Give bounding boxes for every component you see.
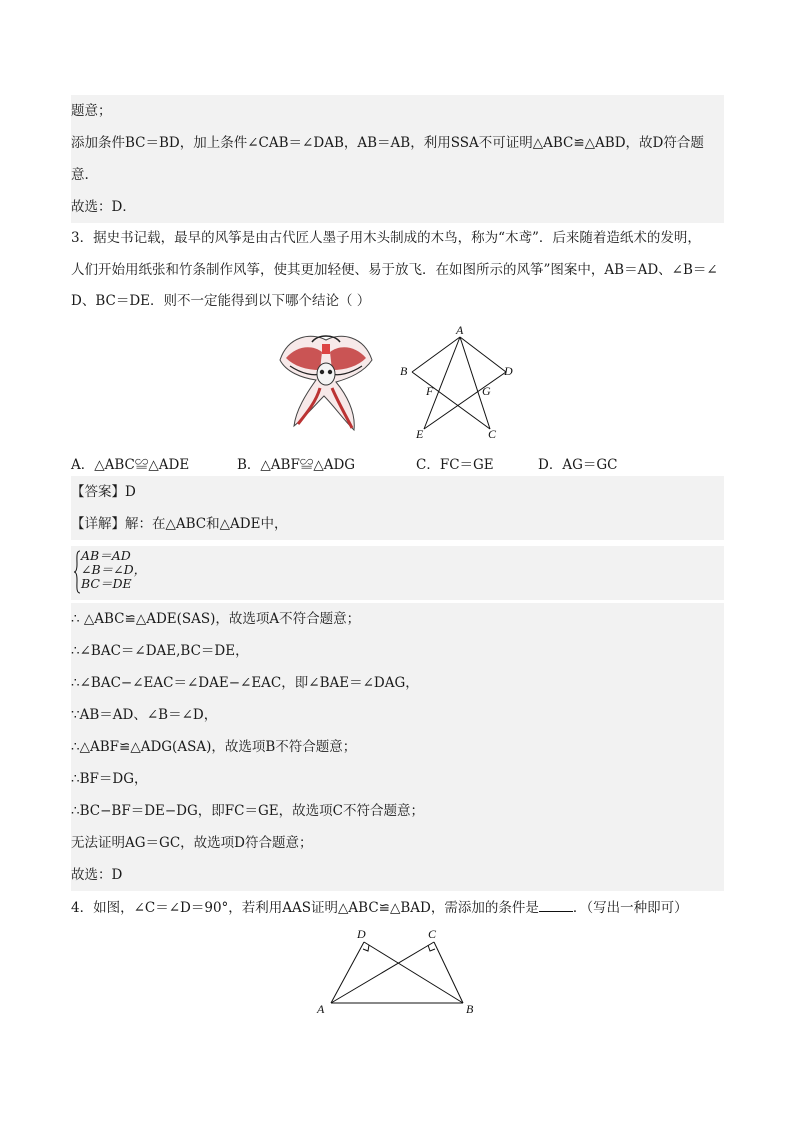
- q3-option-b: B．△ABF≌△ADG: [237, 457, 356, 473]
- q3-label-d: D: [504, 364, 513, 378]
- q2-tail-line-1: 题意；: [71, 95, 724, 127]
- q3-step-6: ∴BF＝DG，: [71, 763, 724, 795]
- q3-step-5: ∴△ABF≌△ADG(ASA)，故选项B不符合题意；: [71, 731, 724, 763]
- q3-option-c: C．FC＝GE: [416, 457, 494, 473]
- system-row-3: BC＝DE: [81, 576, 132, 591]
- q4-label-a: A: [317, 1002, 325, 1016]
- q3-step-7: ∴BC−BF＝DE−DG，即FC＝GE，故选项C不符合题意；: [71, 795, 724, 827]
- q3-step-3: ∴∠BAC−∠EAC＝∠DAE−∠EAC，即∠BAE＝∠DAG，: [71, 667, 724, 699]
- document-page: [71, 0, 724, 1123]
- q4-answer-blank[interactable]: [539, 899, 573, 912]
- kite-drawing: [280, 336, 372, 430]
- q3-option-d: D．AG＝GC: [538, 457, 618, 473]
- system-row-1: AB＝AD: [81, 548, 131, 563]
- q3-step-2: ∴∠BAC＝∠DAE,BC＝DE，: [71, 635, 724, 667]
- q4-figure: [311, 925, 486, 1020]
- q3-equation-system: [71, 546, 724, 600]
- q4-stem: [71, 899, 724, 917]
- q3-option-a: A．△ABC≌△ADE: [71, 457, 190, 473]
- q4-stem-before: 4．如图，∠C＝∠D＝90°，若利用AAS证明△ABC≌△BAD，需添加的条件是: [71, 900, 539, 916]
- q3-label-f: F: [426, 384, 434, 398]
- q4-stem-after: ．（写出一种即可）: [572, 900, 688, 916]
- q2-tail-line-4: 故选：D．: [71, 191, 724, 223]
- q3-step-1: ∴ △ABC≌△ADE(SAS)，故选项A不符合题意；: [71, 603, 724, 635]
- q3-label-c: C: [488, 427, 497, 441]
- q3-step-8: 无法证明AG＝GC，故选项D符合题意；: [71, 827, 724, 859]
- q3-detail-intro: 【详解】解：在△ABC和△ADE中，: [71, 508, 724, 540]
- q4-label-c: C: [428, 927, 437, 941]
- q3-answer: 【答案】D: [71, 476, 724, 508]
- q3-label-a: A: [456, 323, 464, 337]
- q3-stem-line-2: 人们开始用纸张和竹条制作风筝，使其更加轻便、易于放飞．在如图所示的风筝”图案中，AB＝AD、∠B＝∠: [71, 262, 718, 278]
- q3-step-4: ∵AB＝AD、∠B＝∠D，: [71, 699, 724, 731]
- q3-label-e: E: [416, 427, 424, 441]
- brace-icon: [73, 550, 81, 594]
- system-row-2: ∠B＝∠D，: [81, 562, 147, 577]
- q3-figure: [396, 322, 511, 442]
- q3-label-g: G: [482, 384, 491, 398]
- q3-stem-line-1: 3．据史书记载，最早的风筝是由古代匠人墨子用木头制成的木鸟，称为“木鸢”．后来随着造纸术的发明，: [71, 230, 701, 246]
- q2-tail-line-2: 添加条件BC＝BD，加上条件∠CAB＝∠DAB，AB＝AB，利用SSA不可证明△ABC≌△ABD，故D符合题: [71, 127, 724, 159]
- q2-tail-line-3: 意.: [71, 159, 724, 191]
- q4-figure-lines: [331, 942, 463, 1003]
- q4-label-b: B: [466, 1002, 474, 1016]
- kite-illustration: [276, 330, 376, 435]
- q4-label-d: D: [357, 927, 366, 941]
- q3-label-b: B: [400, 364, 408, 378]
- q3-stem-line-3: D、BC＝DE．则不一定能得到以下哪个结论（ ）: [71, 293, 371, 309]
- q3-figure-lines: [412, 337, 506, 429]
- q3-step-9: 故选：D: [71, 859, 724, 891]
